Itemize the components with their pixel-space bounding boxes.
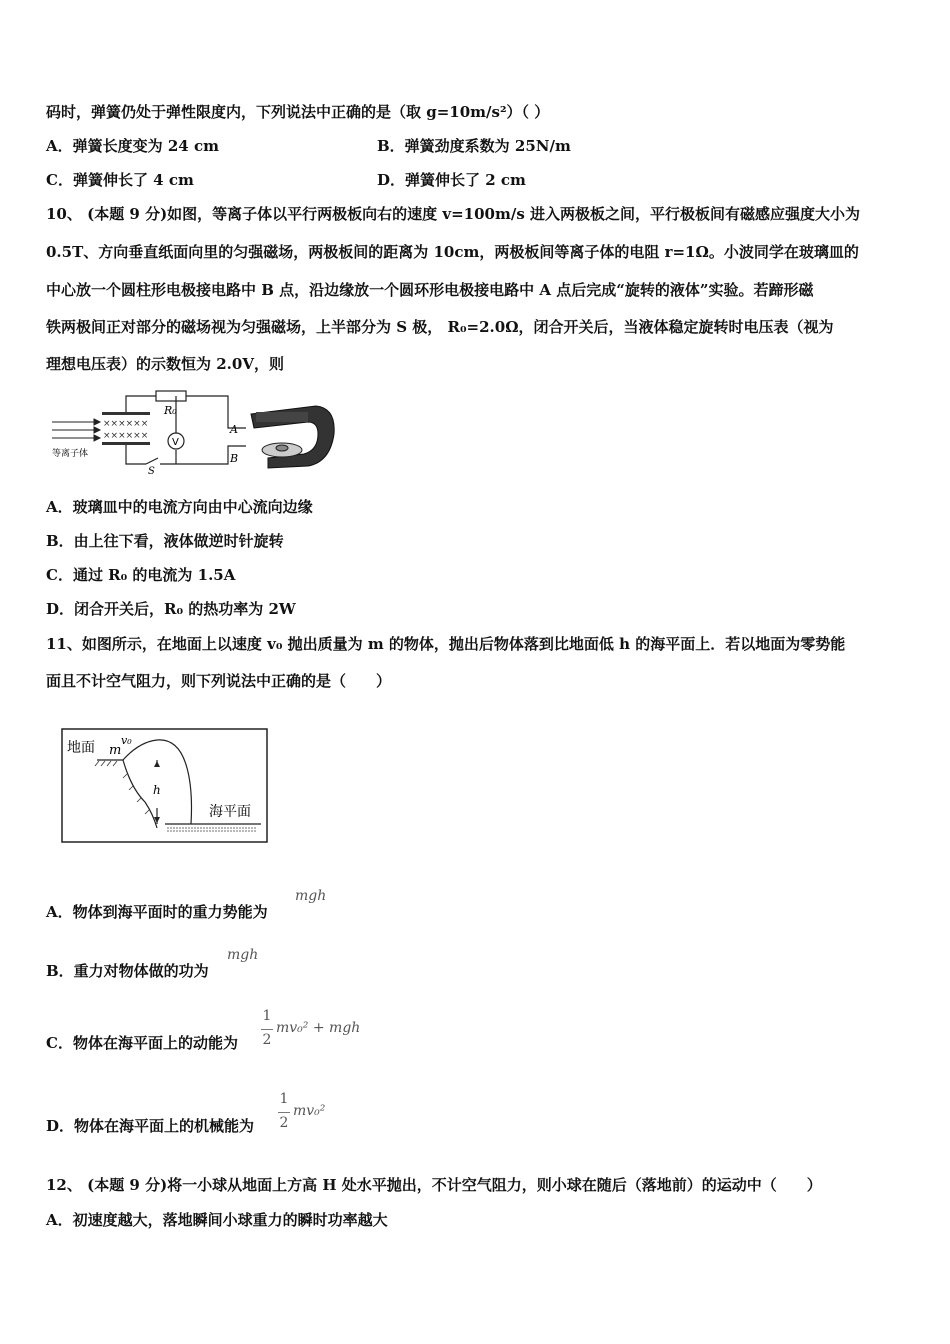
q11-line-2: 面且不计空气阻力，则下列说法中正确的是（ ） — [46, 672, 392, 690]
q10-line-4: 铁两极间正对部分的磁场视为匀强磁场，上半部分为 S 极， R₀=2.0Ω，闭合开关后，当液体稳定旋转时电压表（视为 — [46, 318, 834, 336]
q11-cliff-diagram — [61, 728, 269, 844]
q11-label-sea: 海平面 — [209, 804, 251, 820]
q10-line-5: 理想电压表）的示数恒为 2.0V，则 — [46, 355, 284, 373]
q10-label-a: A — [230, 423, 238, 436]
q10-line-1: 10、 (本题 9 分)如图，等离子体以平行两极板向右的速度 v=100m/s 进入两极板之间，平行极板间有磁感应强度大小为 — [46, 205, 861, 223]
q11-label-ground: 地面 — [67, 740, 95, 756]
q11-label-v0: v₀ — [121, 734, 132, 747]
q11-option-a-formula: mgh — [295, 888, 327, 904]
q11-option-b: B．重力对物体做的功为 — [46, 962, 209, 980]
q10-option-a: A．玻璃皿中的电流方向由中心流向边缘 — [46, 498, 313, 516]
q10-circuit-diagram — [46, 384, 336, 484]
q11-option-b-formula: mgh — [227, 947, 259, 963]
q9-option-a: A．弹簧长度变为 24 cm — [46, 137, 219, 155]
q10-field-crosses-2: ×××××× — [103, 431, 149, 441]
q11-option-a: A．物体到海平面时的重力势能为 — [46, 903, 268, 921]
q10-field-crosses-1: ×××××× — [103, 419, 149, 429]
q11-option-c-frac-num: 1 — [262, 1008, 272, 1024]
q10-label-v: V — [172, 437, 179, 448]
q10-option-d: D．闭合开关后，R₀ 的热功率为 2W — [46, 600, 296, 618]
q11-option-c-formula: mv₀² + mgh — [276, 1020, 361, 1036]
horseshoe-magnet-icon — [251, 406, 334, 468]
q11-option-d-frac-den: 2 — [279, 1115, 289, 1131]
q11-line-1: 11、如图所示，在地面上以速度 v₀ 抛出质量为 m 的物体，抛出后物体落到比地面低 h 的海平面上．若以地面为零势能 — [46, 635, 846, 653]
q9-option-d: D．弹簧伸长了 2 cm — [377, 171, 526, 189]
q11-option-d-frac-num: 1 — [279, 1091, 289, 1107]
q11-label-h: h — [153, 783, 161, 797]
q10-label-plasma: 等离子体 — [52, 449, 89, 459]
q9-stem-tail: 码时，弹簧仍处于弹性限度内，下列说法中正确的是（取 g=10m/s²）（ ） — [46, 103, 550, 121]
q9-option-b: B．弹簧劲度系数为 25N/m — [377, 137, 571, 155]
q12-option-a: A．初速度越大，落地瞬间小球重力的瞬时功率越大 — [46, 1211, 388, 1229]
q10-label-b: B — [230, 452, 239, 465]
q12-line-1: 12、 (本题 9 分)将一小球从地面上方高 H 处水平抛出，不计空气阻力，则小球在随后（落地前）的运动中（ ） — [46, 1176, 822, 1194]
q10-line-2: 0.5T、方向垂直纸面向里的匀强磁场，两极板间的距离为 10cm，两极板间等离子体的电阻 r=1Ω。小波同学在玻璃皿的 — [46, 243, 859, 261]
q10-label-s: S — [148, 466, 155, 477]
q11-option-c: C．物体在海平面上的动能为 — [46, 1034, 238, 1052]
q10-option-c: C．通过 R₀ 的电流为 1.5A — [46, 566, 236, 584]
q10-line-3: 中心放一个圆柱形电极接电路中 B 点，沿边缘放一个圆环形电极接电路中 A 点后完成“旋转的液体”实验。若蹄形磁 — [46, 281, 814, 299]
q10-label-r0: R₀ — [164, 404, 177, 417]
q11-option-d: D．物体在海平面上的机械能为 — [46, 1117, 255, 1135]
q11-option-d-formula: mv₀² — [293, 1103, 326, 1119]
q11-option-c-frac-den: 2 — [262, 1032, 272, 1048]
q11-label-m: m — [109, 743, 122, 758]
q10-option-b: B．由上往下看，液体做逆时针旋转 — [46, 532, 284, 550]
q9-option-c: C．弹簧伸长了 4 cm — [46, 171, 194, 189]
